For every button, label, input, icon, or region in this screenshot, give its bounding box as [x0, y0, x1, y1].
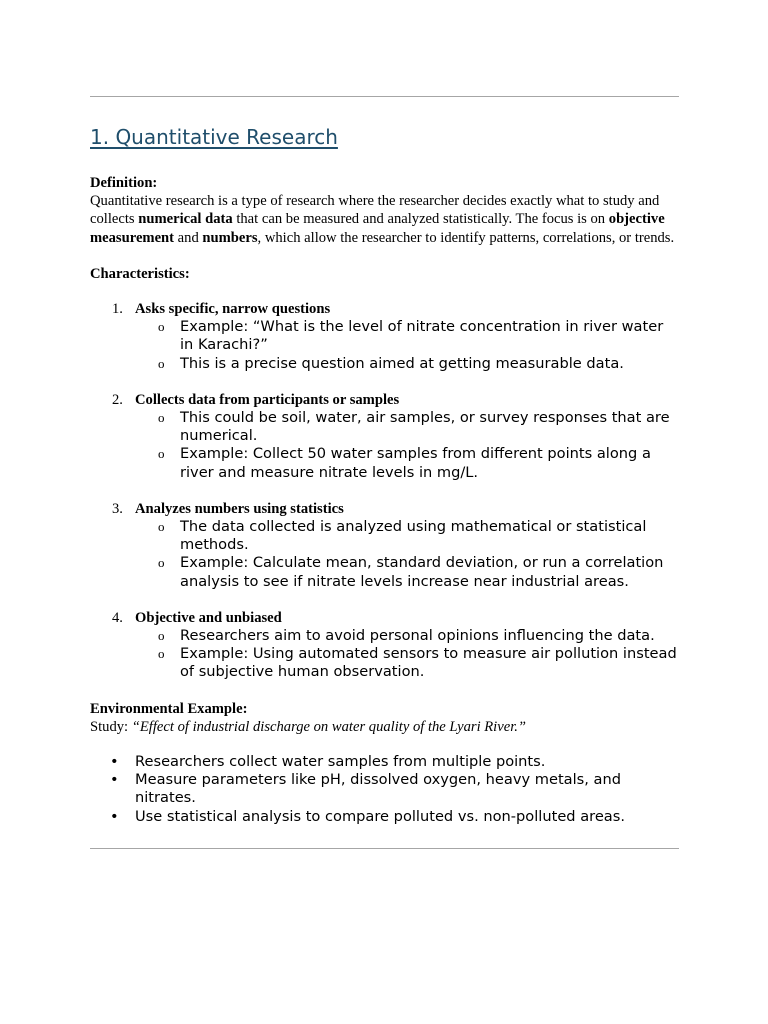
item-number: 1.	[112, 301, 123, 318]
bottom-divider	[90, 848, 679, 849]
definition-bold-objective-measurement: objective measurement	[90, 211, 665, 246]
hollow-bullet-icon: o	[158, 555, 165, 571]
bullet-icon: •	[110, 753, 119, 771]
characteristic-item	[90, 391, 680, 482]
sub-item-text: The data collected is analyzed using mathematical or statistical methods.	[180, 518, 647, 554]
sub-item	[135, 409, 680, 445]
characteristic-item	[90, 300, 680, 373]
sub-item	[135, 318, 680, 354]
sub-item-text: Example: Collect 50 water samples from different points along a river and measure nitrate levels in mg/L.	[180, 445, 651, 481]
bullet-icon: •	[110, 771, 119, 789]
definition-label: Definition:	[90, 175, 158, 191]
sub-item	[135, 554, 680, 590]
hollow-bullet-icon: o	[158, 628, 165, 644]
list-item-text: Researchers collect water samples from multiple points.	[135, 753, 546, 771]
environment-label: Environmental Example:	[90, 700, 248, 717]
hollow-bullet-icon: o	[158, 446, 165, 462]
sub-item	[135, 445, 680, 481]
sub-item	[135, 518, 680, 554]
section-heading: 1. Quantitative Research	[90, 125, 338, 149]
item-title: Asks specific, narrow questions	[135, 301, 331, 318]
list-item-text: Use statistical analysis to compare polluted vs. non-polluted areas.	[135, 807, 625, 825]
definition-bold-numerical-data: numerical data	[138, 211, 233, 228]
list-item	[90, 771, 680, 807]
item-number: 2.	[112, 391, 123, 408]
sub-item-text: This is a precise question aimed at getting measurable data.	[180, 354, 624, 372]
item-title: Analyzes numbers using statistics	[135, 500, 344, 517]
sub-item-text: This could be soil, water, air samples, or survey responses that are numerical.	[180, 409, 670, 445]
sub-item	[135, 645, 680, 681]
study-title: “Effect of industrial discharge on water quality of the Lyari River.”	[131, 718, 527, 735]
document-page	[90, 0, 680, 849]
definition-text-part: Quantitative research is a type of research where the researcher decides exactly what to study and collects	[90, 193, 660, 228]
item-number: 4.	[112, 609, 123, 626]
characteristics-block	[90, 265, 680, 283]
sub-list	[135, 409, 680, 482]
characteristics-list	[90, 300, 680, 682]
hollow-bullet-icon: o	[158, 355, 165, 371]
item-title: Objective and unbiased	[135, 609, 282, 626]
list-item	[90, 753, 680, 771]
hollow-bullet-icon: o	[158, 319, 165, 335]
sub-item-text: Example: “What is the level of nitrate concentration in river water in Karachi?”	[180, 318, 664, 354]
sub-list	[135, 627, 680, 682]
bullet-icon: •	[110, 807, 119, 825]
characteristic-item	[90, 609, 680, 682]
sub-list	[135, 518, 680, 591]
item-title: Collects data from participants or samples	[135, 391, 400, 408]
list-item	[90, 808, 680, 826]
definition-text-part: , which allow the researcher to identify patterns, correlations, or trends.	[257, 229, 675, 246]
top-divider	[90, 96, 679, 97]
sub-item	[135, 355, 680, 373]
sub-item	[135, 627, 680, 645]
hollow-bullet-icon: o	[158, 519, 165, 535]
study-prefix: Study:	[90, 718, 132, 735]
definition-text-part: and	[174, 229, 203, 246]
list-item-text: Measure parameters like pH, dissolved oxygen, heavy metals, and nitrates.	[135, 771, 622, 807]
definition-block	[90, 174, 680, 247]
hollow-bullet-icon: o	[158, 646, 165, 662]
characteristic-item	[90, 500, 680, 591]
characteristics-label: Characteristics:	[90, 265, 190, 282]
environment-bullet-list	[90, 753, 680, 826]
environment-block	[90, 700, 680, 736]
hollow-bullet-icon: o	[158, 410, 165, 426]
definition-text-part: that can be measured and analyzed statistically. The focus is on	[232, 211, 609, 228]
definition-text	[90, 192, 680, 247]
sub-item-text: Example: Using automated sensors to measure air pollution instead of subjective human observation.	[180, 645, 677, 681]
item-number: 3.	[112, 500, 123, 517]
sub-item-text: Researchers aim to avoid personal opinions influencing the data.	[180, 627, 655, 645]
sub-item-text: Example: Calculate mean, standard deviation, or run a correlation analysis to see if nitrate levels increase near industrial areas.	[180, 554, 664, 590]
study-line	[90, 718, 680, 736]
sub-list	[135, 318, 680, 373]
definition-bold-numbers: numbers	[202, 229, 258, 246]
